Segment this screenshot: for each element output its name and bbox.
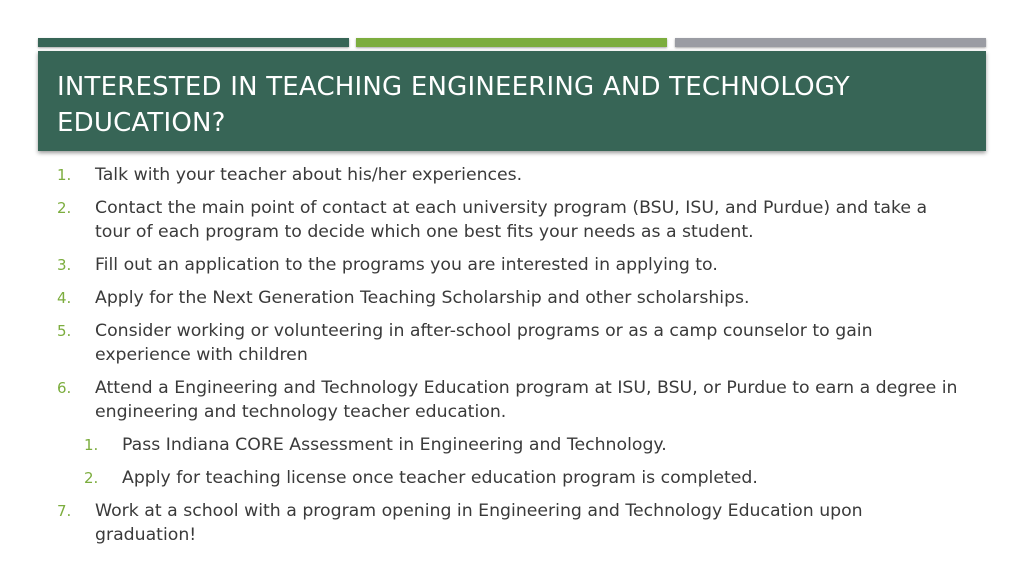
step-text: Apply for the Next Generation Teaching Scholarship and other scholarships.: [95, 288, 750, 308]
substep-text: Apply for teaching license once teacher education program is completed.: [122, 468, 758, 488]
substeps-list: [0, 433, 964, 490]
step-item: [0, 163, 1024, 187]
slide-title: INTERESTED IN TEACHING ENGINEERING AND TECHNOLOGY EDUCATION?: [57, 72, 850, 138]
step-item: [0, 253, 1024, 277]
step-text: Talk with your teacher about his/her experiences.: [95, 165, 523, 185]
step-number: 2.: [57, 199, 72, 217]
step-number: 1.: [57, 166, 72, 184]
step-item: [0, 319, 1024, 367]
substep-text: Pass Indiana CORE Assessment in Engineering and Technology.: [122, 435, 667, 455]
step-number: 7.: [57, 502, 72, 520]
accent-bars: [38, 38, 986, 47]
accent-bar-dark-green: [38, 38, 349, 47]
substep-item: [0, 466, 964, 490]
step-text: Fill out an application to the programs you are interested in applying to.: [95, 255, 718, 275]
step-number: 6.: [57, 379, 72, 397]
step-text: Consider working or volunteering in after-school programs or as a camp counselor to gain experience with children: [95, 321, 873, 365]
step-text: Work at a school with a program opening in Engineering and Technology Education upon graduation!: [95, 501, 863, 545]
substep-number: 1.: [84, 436, 99, 454]
step-number: 3.: [57, 256, 72, 274]
title-band: [38, 51, 986, 151]
step-item: [0, 499, 1024, 547]
steps-list: [0, 163, 1024, 556]
step-text: Contact the main point of contact at each university program (BSU, ISU, and Purdue) and take a tour of each program to decide which one best fits your needs as a student.: [95, 198, 928, 242]
substep-number: 2.: [84, 469, 99, 487]
step-number: 5.: [57, 322, 72, 340]
step-item: [0, 376, 1024, 490]
accent-bar-light-green: [356, 38, 667, 47]
substep-item: [0, 433, 964, 457]
accent-bar-gray: [675, 38, 986, 47]
step-text: Attend a Engineering and Technology Education program at ISU, BSU, or Purdue to earn a degree in engineering and technology teacher education.: [95, 378, 958, 422]
step-item: [0, 196, 1024, 244]
step-number: 4.: [57, 289, 72, 307]
step-item: [0, 286, 1024, 310]
